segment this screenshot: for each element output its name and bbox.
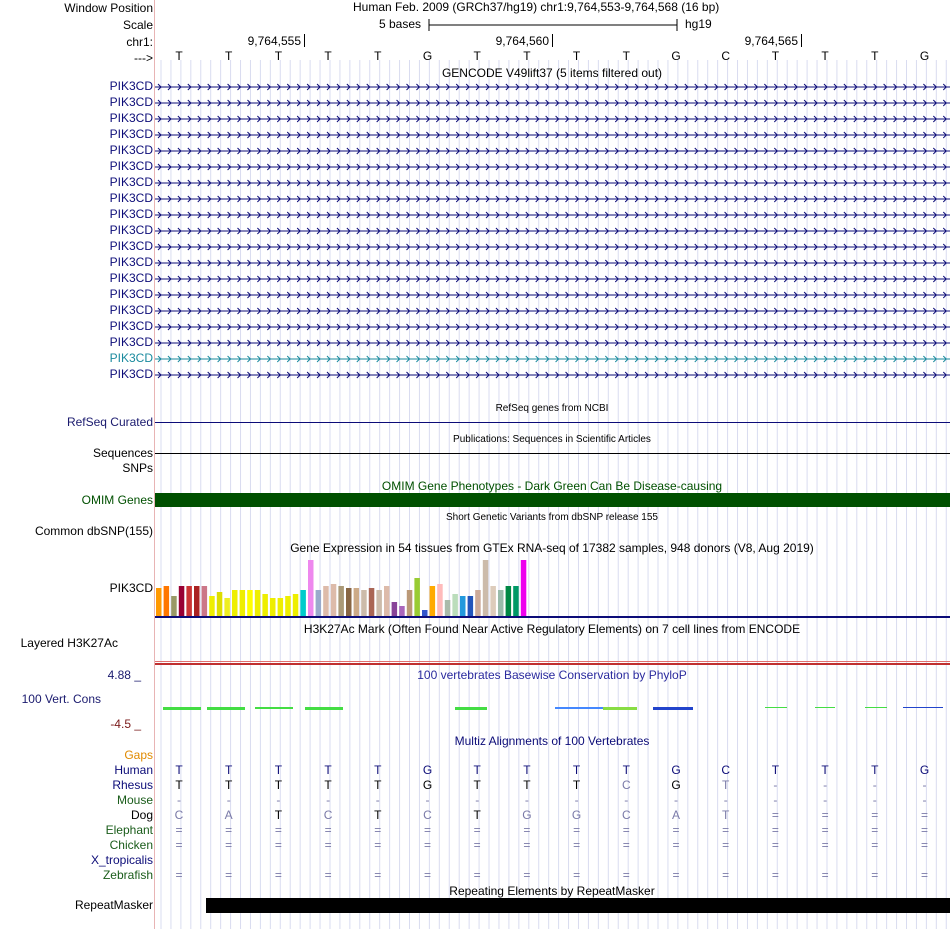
reference-base: G xyxy=(919,49,930,63)
multiz-track-title: Multiz Alignments of 100 Vertebrates xyxy=(454,734,650,748)
aligned-base: T xyxy=(821,763,829,777)
gene-label[interactable]: PIK3CD xyxy=(109,79,153,93)
aligned-base: = xyxy=(871,823,879,837)
aligned-base: G xyxy=(671,778,681,792)
reference-base: T xyxy=(771,49,780,63)
aligned-base: = xyxy=(473,823,481,837)
gene-label[interactable]: PIK3CD xyxy=(109,319,153,333)
phylop-score-mark xyxy=(305,707,343,710)
phylop-score-mark xyxy=(207,707,245,710)
gene-label[interactable]: PIK3CD xyxy=(109,255,153,269)
aligned-base: = xyxy=(771,823,779,837)
phylop-min-label: -4.5 _ xyxy=(110,717,141,731)
aligned-base: = xyxy=(523,838,531,852)
gencode-track-title: GENCODE V49lift37 (5 items filtered out) xyxy=(441,66,663,80)
reference-base: C xyxy=(721,49,731,63)
gene-label[interactable]: PIK3CD xyxy=(109,351,153,365)
aligned-base: = xyxy=(821,868,829,882)
gtex-tissue-bar[interactable] xyxy=(270,598,276,616)
position-tick-label: 9,764,560 xyxy=(495,34,549,48)
aligned-base: T xyxy=(175,778,183,792)
gtex-tissue-bar[interactable] xyxy=(262,594,268,616)
aligned-base: T xyxy=(274,778,283,792)
aligned-base: = xyxy=(920,808,928,822)
aligned-base: T xyxy=(274,808,283,822)
track-label-column xyxy=(0,0,155,929)
aligned-base: C xyxy=(621,778,631,792)
aligned-base: = xyxy=(225,838,233,852)
refseq-track-label[interactable]: RefSeq Curated xyxy=(66,415,153,429)
transcript-line[interactable] xyxy=(155,338,950,348)
strand-label: ---> xyxy=(134,51,153,65)
gene-label[interactable]: PIK3CD xyxy=(109,111,153,125)
aligned-base: - xyxy=(326,793,331,807)
phylop-track-title: 100 vertebrates Basewise Conservation by PhyloP xyxy=(417,668,687,682)
gene-label[interactable]: PIK3CD xyxy=(109,303,153,317)
aligned-base: G xyxy=(919,763,930,777)
aligned-base: T xyxy=(722,778,730,792)
species-label[interactable]: Mouse xyxy=(116,793,153,807)
aligned-base: = xyxy=(423,823,431,837)
aligned-base: T xyxy=(374,763,382,777)
refseq-track-title: RefSeq genes from NCBI xyxy=(495,403,609,414)
scale-label: Scale xyxy=(122,18,153,32)
aligned-base: = xyxy=(274,868,282,882)
aligned-base: T xyxy=(374,778,382,792)
dbsnp-track-title: Short Genetic Variants from dbSNP release 155 xyxy=(446,512,658,523)
species-label[interactable]: Chicken xyxy=(109,838,153,852)
aligned-base: = xyxy=(523,868,531,882)
gtex-tissue-bar[interactable] xyxy=(346,588,352,616)
gtex-tissue-bar[interactable] xyxy=(338,586,344,616)
aligned-base: = xyxy=(423,868,431,882)
aligned-base: = xyxy=(423,838,431,852)
aligned-base: - xyxy=(674,793,678,807)
gtex-tissue-bar[interactable] xyxy=(437,584,443,616)
transcript-line[interactable] xyxy=(155,210,950,220)
aligned-base: T xyxy=(771,763,780,777)
transcript-line[interactable] xyxy=(155,114,950,124)
transcript-line[interactable] xyxy=(155,162,950,172)
aligned-base: T xyxy=(274,763,283,777)
gtex-track-label[interactable]: PIK3CD xyxy=(109,581,153,595)
gtex-tissue-bar[interactable] xyxy=(232,590,238,616)
gtex-tissue-bar[interactable] xyxy=(513,586,519,616)
species-label[interactable]: Rhesus xyxy=(112,778,153,792)
gene-label[interactable]: PIK3CD xyxy=(109,159,153,173)
gtex-tissue-bar[interactable] xyxy=(224,598,230,616)
gaps-label: Gaps xyxy=(124,748,153,762)
reference-base: G xyxy=(422,49,433,63)
gtex-tissue-bar[interactable] xyxy=(217,592,223,616)
phylop-score-mark xyxy=(163,707,201,710)
aligned-base: = xyxy=(573,868,581,882)
repeatmasker-track-label[interactable]: RepeatMasker xyxy=(74,898,153,912)
aligned-base: = xyxy=(821,823,829,837)
aligned-base: = xyxy=(821,808,829,822)
aligned-base: - xyxy=(922,778,927,792)
gtex-tissue-bar[interactable] xyxy=(171,596,177,616)
gtex-tissue-bar[interactable] xyxy=(506,586,512,616)
gtex-tissue-bar[interactable] xyxy=(240,590,246,616)
repeatmasker-element[interactable] xyxy=(206,898,950,913)
gtex-tissue-bar[interactable] xyxy=(376,590,382,616)
publications-line xyxy=(155,453,950,454)
aligned-base: - xyxy=(177,793,181,807)
gtex-tissue-bar[interactable] xyxy=(247,590,253,616)
aligned-base: C xyxy=(174,808,184,822)
reference-base: T xyxy=(622,49,630,63)
gtex-tissue-bar[interactable] xyxy=(483,560,489,616)
phylop-score-mark xyxy=(603,707,637,710)
transcript-line[interactable] xyxy=(155,178,950,188)
dbsnp-track-label[interactable]: Common dbSNP(155) xyxy=(34,524,153,538)
reference-base: T xyxy=(374,49,382,63)
gtex-tissue-bar[interactable] xyxy=(285,596,291,616)
gene-label[interactable]: PIK3CD xyxy=(109,191,153,205)
aligned-base: = xyxy=(771,838,779,852)
aligned-base: = xyxy=(324,868,332,882)
aligned-base: T xyxy=(473,763,481,777)
reference-base: T xyxy=(274,49,283,63)
aligned-base: - xyxy=(425,793,430,807)
scale-db-text: hg19 xyxy=(685,17,712,31)
aligned-base: = xyxy=(672,823,680,837)
gtex-tissue-bar[interactable] xyxy=(475,590,481,616)
aligned-base: = xyxy=(324,838,332,852)
reference-base: T xyxy=(473,49,481,63)
aligned-base: T xyxy=(722,808,730,822)
transcript-line[interactable] xyxy=(155,370,950,380)
gtex-tissue-bar[interactable] xyxy=(186,586,192,616)
aligned-base: C xyxy=(423,808,432,822)
aligned-base: T xyxy=(374,808,382,822)
gene-label[interactable]: PIK3CD xyxy=(109,95,153,109)
gtex-tissue-bar[interactable] xyxy=(430,586,436,616)
h3k27ac-track-title: H3K27Ac Mark (Often Found Near Active Regulatory Elements) on 7 cell lines from ENCODE xyxy=(303,622,801,636)
position-tick xyxy=(304,34,305,47)
gtex-tissue-bar[interactable] xyxy=(384,586,390,616)
aligned-base: - xyxy=(823,778,828,792)
aligned-base: = xyxy=(175,838,183,852)
gtex-tissue-bar[interactable] xyxy=(521,560,527,616)
transcript-line[interactable] xyxy=(155,258,950,268)
gene-label[interactable]: PIK3CD xyxy=(109,239,153,253)
omim-track-label[interactable]: OMIM Genes xyxy=(81,493,153,507)
gtex-tissue-bar[interactable] xyxy=(164,586,170,616)
aligned-base: G xyxy=(571,808,582,822)
phylop-track-label[interactable]: 100 Vert. Cons xyxy=(21,692,101,706)
aligned-base: - xyxy=(226,793,231,807)
gtex-tissue-bar[interactable] xyxy=(369,588,375,616)
aligned-base: T xyxy=(572,763,581,777)
aligned-base: - xyxy=(475,793,480,807)
aligned-base: = xyxy=(622,823,630,837)
transcript-line[interactable] xyxy=(155,354,950,364)
gtex-tissue-bar[interactable] xyxy=(392,602,398,616)
gtex-tissue-bar[interactable] xyxy=(331,584,337,616)
aligned-base: T xyxy=(225,763,233,777)
gtex-tissue-bar[interactable] xyxy=(194,586,200,616)
transcript-line[interactable] xyxy=(155,146,950,156)
gtex-tissue-bar[interactable] xyxy=(156,588,162,616)
aligned-base: T xyxy=(622,763,630,777)
aligned-base: = xyxy=(771,868,779,882)
aligned-base: = xyxy=(920,838,928,852)
aligned-base: = xyxy=(771,808,779,822)
transcript-line[interactable] xyxy=(155,194,950,204)
transcript-line[interactable] xyxy=(155,274,950,284)
aligned-base: - xyxy=(375,793,380,807)
phylop-score-mark xyxy=(455,707,487,710)
aligned-base: = xyxy=(871,838,879,852)
publications-track-title: Publications: Sequences in Scientific Articles xyxy=(453,434,651,445)
reference-base: T xyxy=(523,49,531,63)
phylop-score-mark xyxy=(865,707,887,708)
gtex-tissue-bar[interactable] xyxy=(361,590,367,616)
phylop-score-mark xyxy=(255,707,293,709)
aligned-base: = xyxy=(722,868,730,882)
aligned-base: C xyxy=(323,808,333,822)
phylop-score-mark xyxy=(815,707,835,708)
transcript-line[interactable] xyxy=(155,306,950,316)
aligned-base: G xyxy=(671,763,681,777)
aligned-base: - xyxy=(276,793,281,807)
phylop-score-mark xyxy=(653,707,693,710)
aligned-base: C xyxy=(621,808,631,822)
reference-base: T xyxy=(871,49,879,63)
aligned-base: = xyxy=(622,868,630,882)
aligned-base: T xyxy=(523,763,531,777)
gtex-tissue-bar[interactable] xyxy=(414,578,420,616)
aligned-base: = xyxy=(374,838,382,852)
reference-base: T xyxy=(225,49,233,63)
gtex-tissue-bar[interactable] xyxy=(468,596,474,616)
gtex-tissue-bar[interactable] xyxy=(460,596,466,616)
gtex-tissue-bar[interactable] xyxy=(300,590,306,616)
aligned-base: T xyxy=(324,763,332,777)
phylop-max-label: 4.88 _ xyxy=(107,668,141,682)
aligned-base: T xyxy=(523,778,531,792)
aligned-base: = xyxy=(274,823,282,837)
aligned-base: - xyxy=(922,793,927,807)
aligned-base: T xyxy=(473,808,481,822)
aligned-base: = xyxy=(225,868,233,882)
aligned-base: - xyxy=(872,778,877,792)
species-label[interactable]: X_tropicalis xyxy=(90,853,153,867)
gene-label[interactable]: PIK3CD xyxy=(109,223,153,237)
aligned-base: = xyxy=(722,838,730,852)
reference-base: T xyxy=(175,49,183,63)
h3k27ac-signal xyxy=(155,663,950,665)
transcript-line[interactable] xyxy=(155,82,950,92)
aligned-base: - xyxy=(524,793,529,807)
species-label[interactable]: Dog xyxy=(130,808,153,822)
aligned-base: - xyxy=(773,793,778,807)
phylop-score-mark xyxy=(555,707,605,709)
phylop-conservation-plot[interactable] xyxy=(155,690,950,726)
gtex-tissue-bar[interactable] xyxy=(293,594,299,616)
species-label[interactable]: Human xyxy=(114,763,153,777)
aligned-base: = xyxy=(374,823,382,837)
aligned-base: T xyxy=(324,778,332,792)
aligned-base: = xyxy=(473,838,481,852)
transcript-line[interactable] xyxy=(155,322,950,332)
aligned-base: = xyxy=(324,823,332,837)
h3k27ac-track-label[interactable]: Layered H3K27Ac xyxy=(20,636,118,650)
refseq-line xyxy=(155,422,950,423)
aligned-base: T xyxy=(225,778,233,792)
aligned-base: G xyxy=(522,808,532,822)
gtex-track-title: Gene Expression in 54 tissues from GTEx RNA-seq of 17382 samples, 948 donors (V8, Aug 2019) xyxy=(290,541,814,555)
gene-label[interactable]: PIK3CD xyxy=(109,143,153,157)
gtex-tissue-bar[interactable] xyxy=(323,586,329,616)
gtex-tissue-bar[interactable] xyxy=(278,598,284,616)
reference-base: T xyxy=(572,49,581,63)
aligned-base: = xyxy=(672,868,680,882)
transcript-line[interactable] xyxy=(155,242,950,252)
gtex-tissue-bar[interactable] xyxy=(399,606,405,616)
gene-label[interactable]: PIK3CD xyxy=(109,271,153,285)
aligned-base: T xyxy=(175,763,183,777)
transcript-line[interactable] xyxy=(155,226,950,236)
gene-label[interactable]: PIK3CD xyxy=(109,287,153,301)
gtex-tissue-bar[interactable] xyxy=(308,560,314,616)
gene-label[interactable]: PIK3CD xyxy=(109,175,153,189)
transcript-line[interactable] xyxy=(155,98,950,108)
position-tick-label: 9,764,565 xyxy=(744,34,798,48)
gtex-bar-chart[interactable] xyxy=(155,555,950,619)
aligned-base: - xyxy=(574,793,579,807)
gtex-tissue-bar[interactable] xyxy=(209,596,215,616)
aligned-base: = xyxy=(523,823,531,837)
gtex-tissue-bar[interactable] xyxy=(498,590,504,616)
aligned-base: = xyxy=(622,838,630,852)
aligned-base: = xyxy=(722,823,730,837)
aligned-base: = xyxy=(573,838,581,852)
aligned-base: = xyxy=(175,868,183,882)
position-tick xyxy=(552,34,553,47)
aligned-base: = xyxy=(821,838,829,852)
assembly-position-text: Human Feb. 2009 (GRCh37/hg19) chr1:9,764,553-9,764,568 (16 bp) xyxy=(353,0,720,14)
aligned-base: G xyxy=(422,763,433,777)
transcript-line[interactable] xyxy=(155,130,950,140)
aligned-base: = xyxy=(672,838,680,852)
aligned-base: - xyxy=(823,793,828,807)
aligned-base: = xyxy=(473,868,481,882)
aligned-base: = xyxy=(871,808,879,822)
gene-label[interactable]: PIK3CD xyxy=(109,207,153,221)
position-tick-label: 9,764,555 xyxy=(247,34,301,48)
reference-base: T xyxy=(324,49,332,63)
snps-track-label[interactable]: SNPs xyxy=(122,461,153,475)
gene-label[interactable]: PIK3CD xyxy=(109,335,153,349)
gtex-tissue-bar[interactable] xyxy=(490,586,496,616)
track-data-area[interactable] xyxy=(155,0,950,929)
repeatmasker-track-title: Repeating Elements by RepeatMasker xyxy=(449,884,655,898)
reference-base: G xyxy=(671,49,681,63)
gtex-tissue-bar[interactable] xyxy=(445,600,451,616)
scale-bar-text: 5 bases xyxy=(379,17,422,31)
aligned-base: A xyxy=(671,808,680,822)
aligned-base: - xyxy=(773,778,778,792)
gtex-tissue-bar[interactable] xyxy=(407,590,413,616)
gtex-tissue-bar[interactable] xyxy=(255,590,260,616)
transcript-line[interactable] xyxy=(155,290,950,300)
omim-track-title: OMIM Gene Phenotypes - Dark Green Can Be Disease-causing xyxy=(381,479,723,493)
window-position-label: Window Position xyxy=(64,1,153,15)
gtex-tissue-bar[interactable] xyxy=(452,594,458,616)
aligned-base: = xyxy=(225,823,233,837)
h3k27ac-signal-top xyxy=(155,661,950,662)
aligned-base: - xyxy=(723,793,728,807)
aligned-base: T xyxy=(572,778,581,792)
omim-feature-bar[interactable] xyxy=(155,493,950,507)
gtex-tissue-bar[interactable] xyxy=(354,588,360,616)
aligned-base: - xyxy=(624,793,629,807)
aligned-base: A xyxy=(224,808,233,822)
publications-track-label[interactable]: Sequences xyxy=(92,446,153,460)
aligned-base: = xyxy=(920,823,928,837)
aligned-base: T xyxy=(473,778,481,792)
species-label[interactable]: Elephant xyxy=(105,823,153,837)
aligned-base: = xyxy=(871,868,879,882)
chromosome-label: chr1: xyxy=(126,35,153,49)
aligned-base: = xyxy=(573,823,581,837)
aligned-base: = xyxy=(175,823,183,837)
gtex-tissue-bar[interactable] xyxy=(316,590,322,616)
phylop-score-mark xyxy=(765,707,787,708)
phylop-score-mark xyxy=(903,707,943,708)
scale-bar xyxy=(428,17,680,33)
gtex-tissue-bar[interactable] xyxy=(179,586,185,616)
gtex-tissue-bar[interactable] xyxy=(422,610,428,616)
aligned-base: G xyxy=(422,778,433,792)
aligned-base: = xyxy=(374,868,382,882)
aligned-base: = xyxy=(274,838,282,852)
aligned-base: = xyxy=(920,868,928,882)
reference-base: T xyxy=(821,49,829,63)
aligned-base: T xyxy=(871,763,879,777)
species-label[interactable]: Zebrafish xyxy=(102,868,153,882)
gene-label[interactable]: PIK3CD xyxy=(109,367,153,381)
gtex-tissue-bar[interactable] xyxy=(202,586,208,616)
aligned-base: - xyxy=(872,793,877,807)
gene-label[interactable]: PIK3CD xyxy=(109,127,153,141)
position-tick xyxy=(801,34,802,47)
aligned-base: C xyxy=(721,763,731,777)
